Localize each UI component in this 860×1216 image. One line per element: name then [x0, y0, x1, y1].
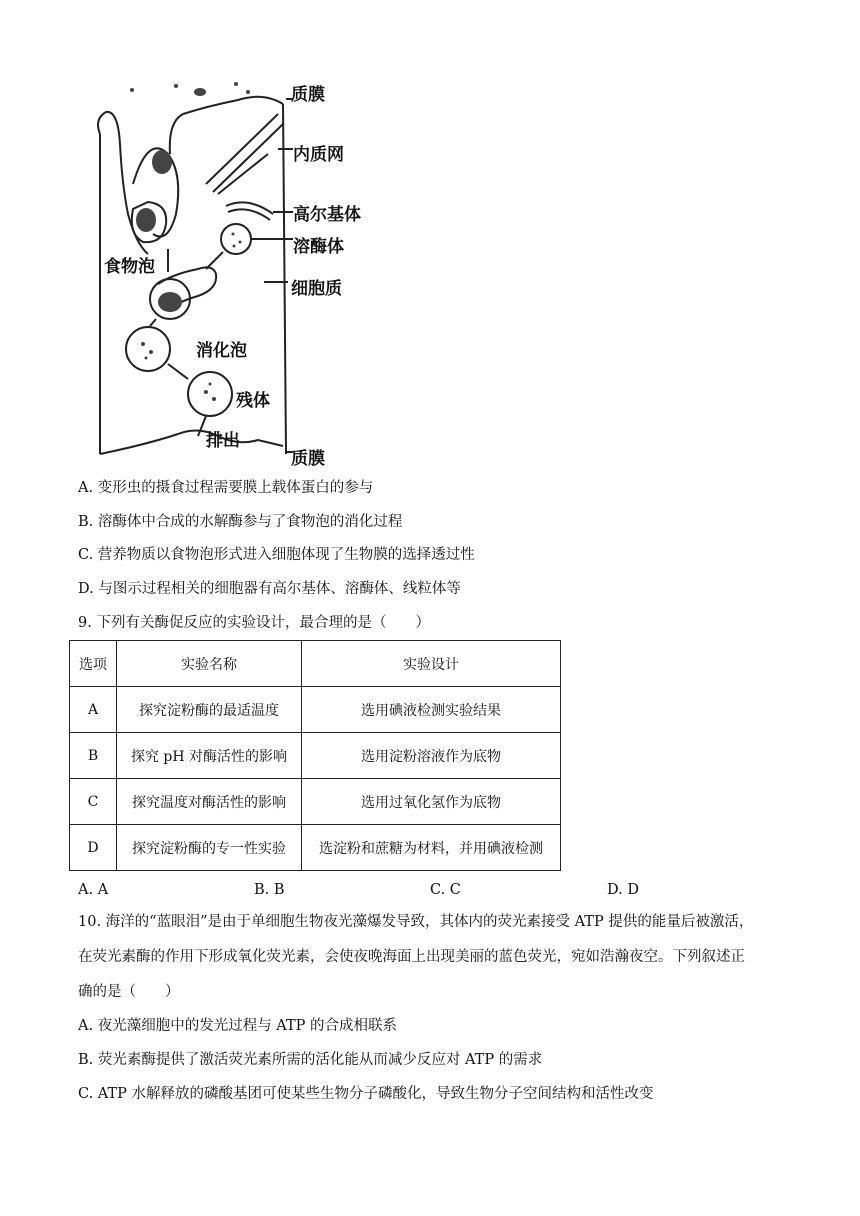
- label-lysosome: 溶酶体: [293, 237, 344, 257]
- label-residual-body: 残体: [236, 391, 270, 411]
- q8-option-a: A. 变形虫的摄食过程需要膜上载体蛋白的参与: [78, 480, 374, 496]
- table-row: [70, 733, 561, 779]
- q10-stem-line-1: 10. 海洋的“蓝眼泪”是由于单细胞生物夜光藻爆发导致，其体内的荧光素接受 ATP 提供的能量后被激活，: [78, 914, 754, 930]
- q9-stem: 9. 下列有关酶促反应的实验设计，最合理的是（ ）: [78, 615, 430, 631]
- q10-stem-line-2: 在荧光素酶的作用下形成氧化荧光素，会使夜晚海面上出现美丽的蓝色荧光，宛如浩瀚夜空。下列叙述正: [78, 949, 745, 965]
- q10-option-b: B. 荧光素酶提供了激活荧光素所需的活化能从而减少反应对 ATP 的需求: [78, 1052, 543, 1068]
- table-cell: 选用碘液检测实验结果: [302, 687, 561, 733]
- q8-option-c: C. 营养物质以食物泡形式进入细胞体现了生物膜的选择透过性: [78, 547, 475, 563]
- header-cell: 选项: [70, 641, 117, 687]
- header-cell: 实验设计: [302, 641, 561, 687]
- q10-option-a: A. 夜光藻细胞中的发光过程与 ATP 的合成相联系: [78, 1018, 398, 1034]
- label-cytoplasm: 细胞质: [291, 279, 342, 299]
- table-cell: 探究淀粉酶的专一性实验: [117, 825, 302, 871]
- q10-stem-line-3: 确的是（ ）: [78, 984, 180, 1000]
- header-cell: 实验名称: [117, 641, 302, 687]
- table-cell: 探究淀粉酶的最适温度: [117, 687, 302, 733]
- q8-option-b: B. 溶酶体中合成的水解酶参与了食物泡的消化过程: [78, 514, 403, 530]
- q10-option-c: C. ATP 水解释放的磷酸基团可使某些生物分子磷酸化，导致生物分子空间结构和活性改变: [78, 1086, 654, 1102]
- table-row: [70, 779, 561, 825]
- cell-digestion-figure: [88, 74, 388, 474]
- label-plasma-membrane-top: 质膜: [291, 85, 325, 105]
- label-food-vacuole: 食物泡: [104, 257, 155, 277]
- table-cell: A: [70, 687, 117, 733]
- table-cell: B: [70, 733, 117, 779]
- table-cell: 探究 pH 对酶活性的影响: [117, 733, 302, 779]
- label-endoplasmic-reticulum: 内质网: [293, 145, 344, 165]
- label-digestive-vacuole: 消化泡: [196, 341, 247, 361]
- label-golgi: 高尔基体: [293, 205, 361, 225]
- table-header-row: [70, 641, 561, 687]
- label-excretion: 排出: [206, 431, 240, 451]
- label-plasma-membrane-bottom: 质膜: [291, 449, 325, 469]
- q8-option-d: D. 与图示过程相关的细胞器有高尔基体、溶酶体、线粒体等: [78, 581, 461, 597]
- q9-option-c: C. C: [430, 882, 461, 898]
- table-cell: 选用过氧化氢作为底物: [302, 779, 561, 825]
- table-cell: 选淀粉和蔗糖为材料，并用碘液检测: [302, 825, 561, 871]
- q9-table: [69, 640, 561, 871]
- table-cell: C: [70, 779, 117, 825]
- table-cell: 探究温度对酶活性的影响: [117, 779, 302, 825]
- q9-option-b: B. B: [254, 882, 285, 898]
- q9-option-a: A. A: [78, 882, 109, 898]
- q9-option-d: D. D: [607, 882, 639, 898]
- table-cell: 选用淀粉溶液作为底物: [302, 733, 561, 779]
- table-cell: D: [70, 825, 117, 871]
- table-row: [70, 825, 561, 871]
- table-row: [70, 687, 561, 733]
